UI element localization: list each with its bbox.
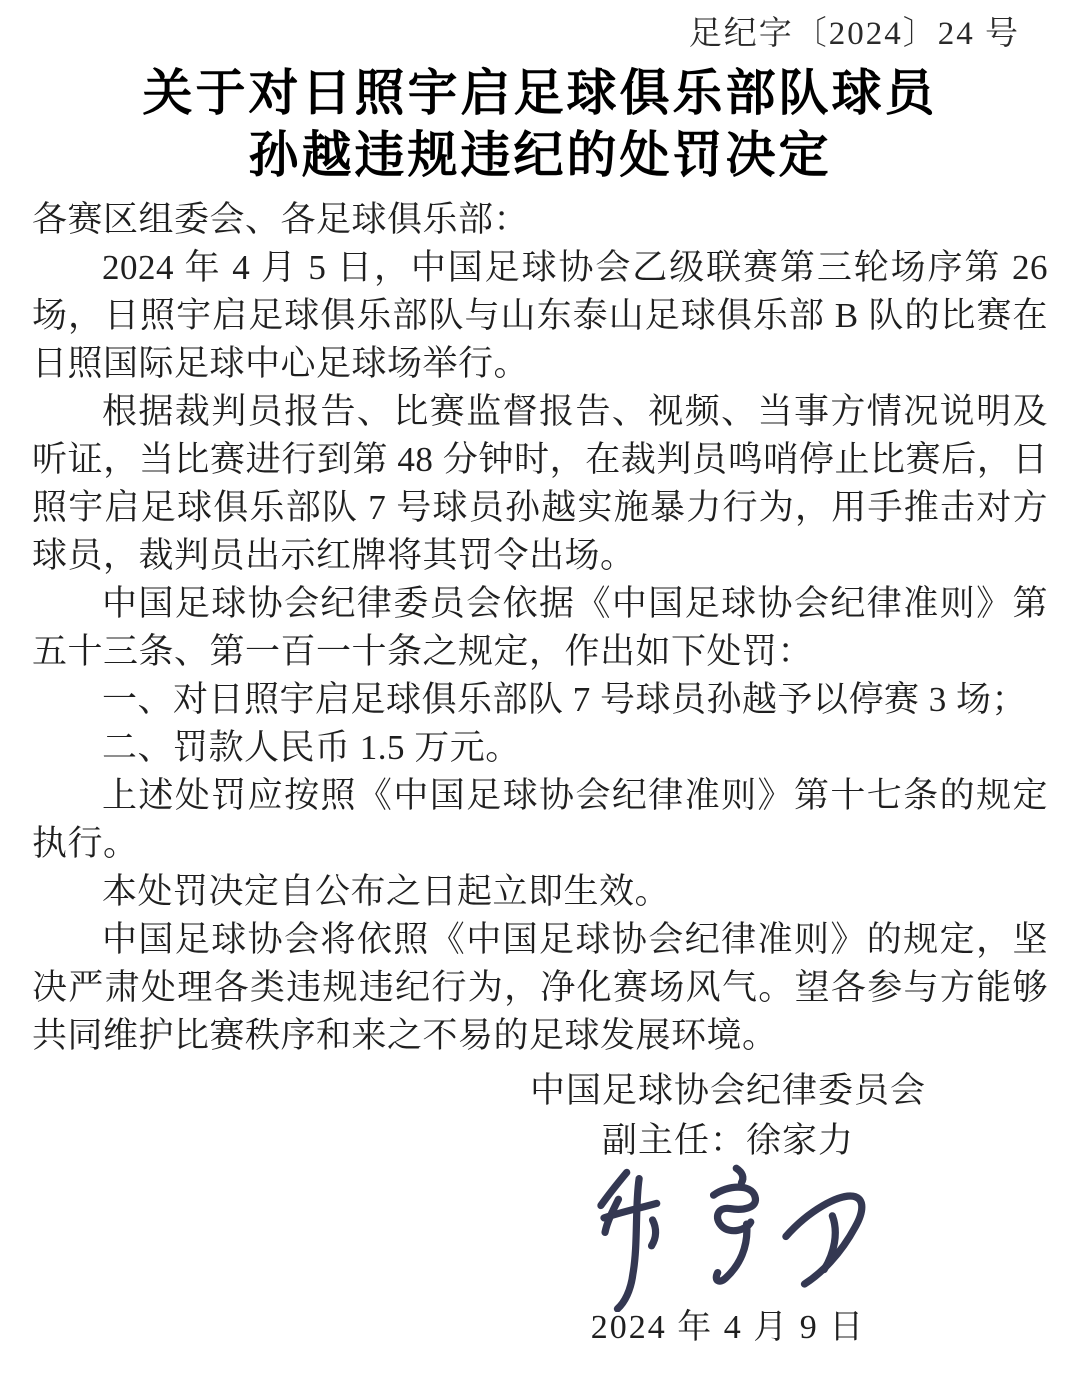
paragraph-ruling-basis: 中国足球协会纪律委员会依据《中国足球协会纪律准则》第五十三条、第一百一十条之规定，作出如下处罚： (32, 584, 1048, 671)
paragraph-penalty-1: 一、对日照宇启足球俱乐部队 7 号球员孙越予以停赛 3 场； (102, 680, 1028, 719)
signature-block (498, 1066, 958, 1352)
doc-number: 足纪字〔2024〕24 号 (688, 16, 1020, 52)
signature-date: 2024 年 4 月 9 日 (590, 1309, 866, 1346)
handwritten-signature (573, 1162, 883, 1312)
salutation: 各赛区组委会、各足球俱乐部： (32, 200, 530, 239)
paragraph-effective-date: 本处罚决定自公布之日起立即生效。 (102, 872, 671, 911)
signature-ink-icon (573, 1162, 883, 1312)
signing-organization: 中国足球协会纪律委员会 (529, 1071, 926, 1110)
title-line-1: 关于对日照宇启足球俱乐部队球员 (142, 65, 938, 121)
paragraph-penalty-2: 二、罚款人民币 1.5 万元。 (102, 728, 521, 767)
page-title (32, 62, 1048, 186)
signer-title-and-name: 副主任：徐家力 (601, 1121, 854, 1160)
paragraph-incident: 根据裁判员报告、比赛监督报告、视频、当事方情况说明及听证，当比赛进行到第 48 分钟时，在裁判员鸣哨停止比赛后，日照宇启足球俱乐部队 7 号球员孙越实施暴力行为，用手推击对方球员，裁判员出示红牌将其罚令出场。 (32, 392, 1048, 575)
title-line-2: 孙越违规违纪的处罚决定 (248, 127, 832, 183)
paragraph-execution: 上述处罚应按照《中国足球协会纪律准则》第十七条的规定执行。 (32, 776, 1048, 863)
paragraph-match-info: 2024 年 4 月 5 日，中国足球协会乙级联赛第三轮场序第 26 场，日照宇启足球俱乐部队与山东泰山足球俱乐部 B 队的比赛在日照国际足球中心足球场举行。 (32, 248, 1048, 383)
document-body (32, 196, 1048, 1060)
paragraph-closing: 中国足球协会将依照《中国足球协会纪律准则》的规定，坚决严肃处理各类违规违纪行为，净化赛场风气。望各参与方能够共同维护比赛秩序和来之不易的足球发展环境。 (32, 920, 1048, 1055)
